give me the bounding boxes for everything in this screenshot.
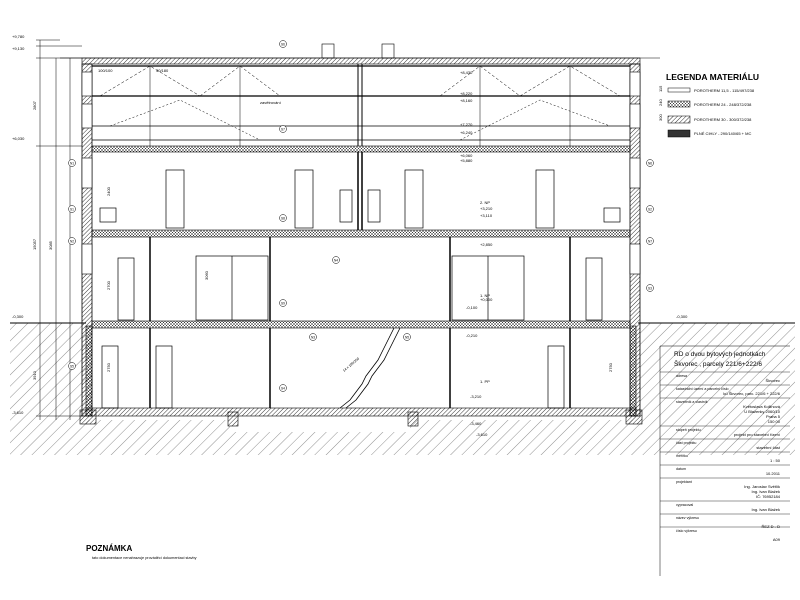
roof-trusses [92,64,630,146]
legend-title: LEGENDA MATERIÁLU [666,72,760,82]
axis-mark [647,206,654,213]
legend-item-label: PLNÉ CIHLY - 290/140/65 + MC [694,131,752,136]
elevation: +5,880 [460,158,473,163]
axis-mark [280,126,287,133]
title-block-label: vypracoval [676,503,694,507]
axis-mark [280,215,287,222]
elevation: +6,240 [460,130,473,135]
legend-item [668,101,752,107]
title-block-label: projektant [676,480,692,484]
elevation: +3,110 [480,213,493,218]
title-block-label: stavebník a vlastník [676,400,708,404]
title-block-value: Květoslava Kollinová [743,404,780,409]
interior-partitions [100,152,620,408]
title-block-value: projekt pro stavební řízení [733,432,780,437]
floor-labels [480,200,490,384]
legend [658,72,759,137]
dim-text: 3085 [48,241,53,250]
level-label: +9,780 [12,34,25,39]
dim-text: 2807 [32,101,37,110]
legend-dim: 300 [658,114,663,121]
legend-item [668,116,752,123]
roof-labels [98,68,282,105]
elevation: +0,000 [480,297,493,302]
floor-label: 1. NP [480,293,491,298]
roof-label: 100/100 [98,68,113,73]
axis-mark [310,334,317,341]
axis-mark [404,334,411,341]
level-labels [12,34,688,415]
svg-text:S7: S7 [281,127,285,132]
title-block-label: název výkresu [676,516,699,520]
roof-label: zavětrování [260,100,281,105]
axis-mark [333,257,340,264]
title-block-value: U Blaženky 2060/10 [744,409,780,414]
legend-item [668,130,751,137]
title-block-value: Škvorec [765,378,780,383]
axis-mark [69,363,76,370]
axis-mark [69,160,76,167]
title-block-value: stavební část [756,445,780,450]
svg-text:S9: S9 [281,301,285,306]
svg-text:N2: N2 [69,239,75,244]
note-text: tato dokumentace nenahrazuje prováděcí dokumentaci stavby [92,556,197,560]
height-dim: 3060 [204,271,209,280]
title-block-value: A09 [772,537,780,542]
svg-text:N1: N1 [69,161,75,166]
axis-mark [280,41,287,48]
floor-label: 1. PP [480,379,490,384]
level-label: -3,610 [12,410,24,415]
height-dim: 2700 [106,281,111,290]
title-block-value: IČ: 76952184 [755,494,780,499]
svg-text:N5: N5 [404,335,410,340]
title-block-row [660,501,790,512]
title-block-value: Ing. Jaroslav Světlík [744,484,780,489]
legend-item-label: POROTHERM 24 - 248/372/238 [694,102,752,107]
axis-mark [280,300,287,307]
svg-text:S5: S5 [70,364,74,369]
svg-text:S3: S3 [648,286,652,291]
svg-text:N4: N4 [333,258,339,263]
elevation: +8,220 [460,91,473,96]
svg-text:S6: S6 [281,42,285,47]
title-block-row [660,478,790,499]
elevation: +3,210 [480,206,493,211]
project-title-2: Škvorec , parcely 221/6+222/6 [674,361,762,368]
title-block-value: Ing. Ivan Blažek [751,507,780,512]
axis-mark [69,238,76,245]
title-block-value: ŘEZ D - D [761,524,780,529]
elevation: +6,060 [460,153,473,158]
axis-mark [280,385,287,392]
title-block-value: 150 00 [767,419,780,424]
axis-marks [69,41,654,392]
elevation: -0,100 [466,305,478,310]
title-block-label: katastrální území a parcelní číslo [676,387,729,391]
dim-text: 15057 [32,238,37,250]
legend-dim: 240 [658,99,663,106]
roof-label: 40/180 [156,68,169,73]
title-block-value: Ing. Ivan Blažek [751,489,780,494]
note-title: POZNÁMKA [86,544,133,553]
title-block-label: číslo výkresu [676,529,697,533]
title-block-label: datum [676,467,686,471]
height-texts [106,186,613,372]
legend-item-label: POROTHERM 11,5 - 115/497/238 [694,88,755,93]
svg-text:N6: N6 [647,161,653,166]
svg-text:S1: S1 [70,207,74,212]
legend-item [668,88,755,93]
height-dim: 2750 [608,363,613,372]
level-label: -0,300 [12,314,24,319]
elevation: +2,850 [480,242,493,247]
axis-mark [69,206,76,213]
svg-text:S8: S8 [281,216,285,221]
legend-dim: 115 [658,85,663,92]
elevation: -0,210 [466,333,478,338]
svg-text:N7: N7 [647,239,653,244]
title-block-row [660,514,790,529]
title-block-label: stupeň projektu [676,428,701,432]
title-block-row [660,527,790,542]
project-title-1: RD o dvou bytových jednotkách [674,351,766,358]
stair-label: 14 x 190/250 [342,356,361,373]
height-dim: 2400 [106,187,111,196]
axis-mark [647,160,654,167]
title-block-value: 1 : 50 [769,458,780,463]
svg-text:S2: S2 [648,207,652,212]
elevation: -3,210 [470,394,482,399]
level-label: +6,030 [12,136,25,141]
title-block-row [660,465,790,476]
svg-text:S4: S4 [281,386,285,391]
axis-mark [647,285,654,292]
elevation: -3,460 [470,421,482,426]
svg-text:N3: N3 [310,335,316,340]
level-label: -0,300 [676,314,688,319]
dim-text: 3910 [32,371,37,380]
floor-label: 2. NP [480,200,491,205]
title-block-value: Praha 5 [765,414,780,419]
title-block-label: měřítko [676,454,688,458]
title-block-value: 10.2011 [765,471,780,476]
title-block-label: adresa [676,374,687,378]
height-dim: 2750 [106,363,111,372]
elevation: +8,430 [460,70,473,75]
title-block-label: část projektu [676,441,697,445]
legend-item-label: POROTHERM 30 - 300/372/238 [694,117,752,122]
level-label: +9,130 [12,46,25,51]
elevation: +8,160 [460,98,473,103]
elevation: +7,270 [460,122,473,127]
title-block-value: kú Škvorec, parc. 221/6 + 222/6 [723,391,780,396]
axis-mark [647,238,654,245]
elevation: -3,610 [476,432,488,437]
